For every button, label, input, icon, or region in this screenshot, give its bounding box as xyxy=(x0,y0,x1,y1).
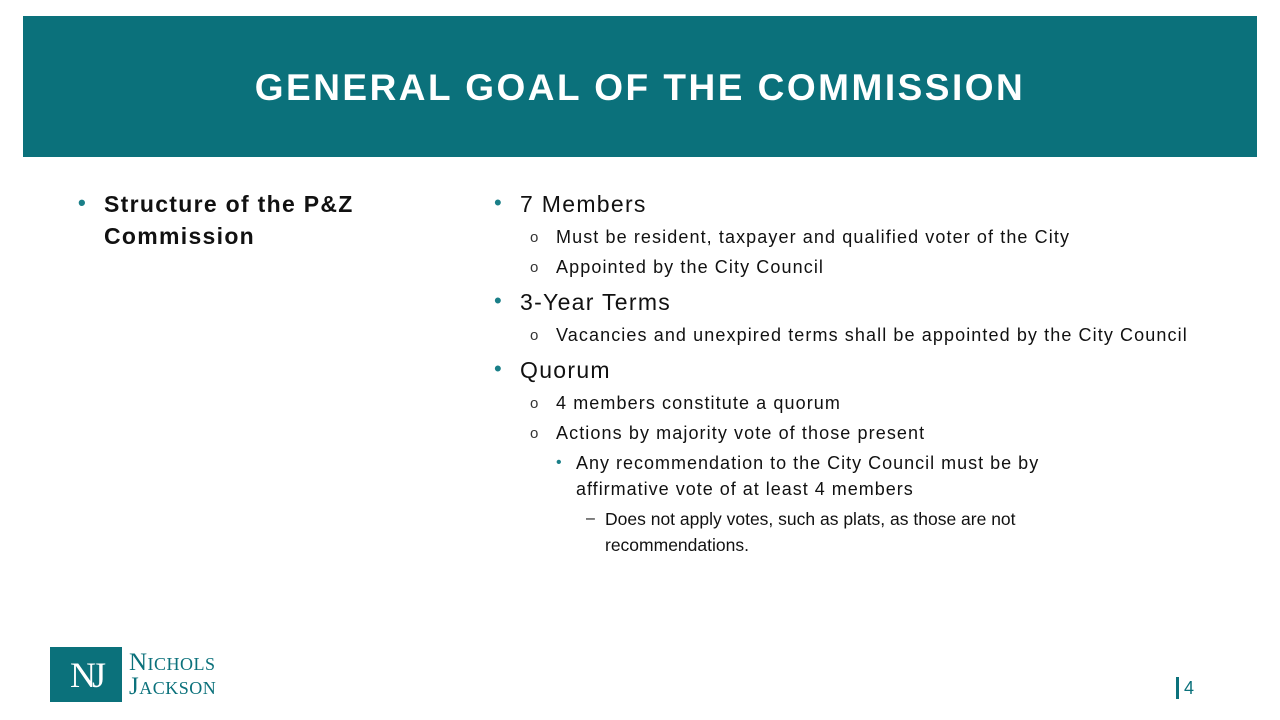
company-logo xyxy=(50,647,216,702)
logo-mark-icon: NJ xyxy=(50,647,122,702)
right-column xyxy=(494,188,1214,558)
sub-bullet xyxy=(530,420,1214,446)
sub-bullet xyxy=(530,390,1214,416)
sub-bullet-text: Actions by majority vote of those present xyxy=(556,423,926,443)
ring-bullet-icon: o xyxy=(530,229,540,246)
logo-line-1: Nichols xyxy=(129,648,216,676)
sub-bullet-text: Must be resident, taxpayer and qualified voter of the City xyxy=(556,227,1071,247)
dash-bullet-icon: – xyxy=(586,510,595,527)
slide-title: GENERAL GOAL OF THE COMMISSION xyxy=(254,66,1026,108)
bullet-dot-icon: • xyxy=(494,288,504,313)
left-bullet-text: Structure of the P&Z Commission xyxy=(104,191,354,249)
sub-bullet-text: 4 members constitute a quorum xyxy=(556,393,842,413)
left-bullet xyxy=(78,188,418,252)
title-bar xyxy=(23,16,1257,157)
bullet-quorum-label: Quorum xyxy=(520,357,611,383)
bullet-members-label: 7 Members xyxy=(520,191,647,217)
bullet-dot-icon: • xyxy=(78,190,88,215)
bullet-members xyxy=(494,188,1214,220)
sub-bullet xyxy=(530,254,1214,280)
page-number: 4 xyxy=(1176,677,1194,699)
ring-bullet-icon: o xyxy=(530,259,540,276)
sub-bullet-text: Vacancies and unexpired terms shall be appointed by the City Council xyxy=(556,325,1188,345)
bullet-terms-label: 3-Year Terms xyxy=(520,289,672,315)
sub-bullet xyxy=(530,322,1206,348)
left-column xyxy=(78,188,418,252)
ring-bullet-icon: o xyxy=(530,395,540,412)
bullet-dot-icon: • xyxy=(494,356,504,381)
logo-line-2: Jackson xyxy=(129,672,217,700)
bullet-terms xyxy=(494,286,1214,318)
third-level-text: Any recommendation to the City Council must be by affirmative vote of at least 4 members xyxy=(576,453,1040,499)
ring-bullet-icon: o xyxy=(530,327,540,344)
bullet-quorum xyxy=(494,354,1214,386)
fourth-level-bullet xyxy=(586,506,1125,558)
logo-wordmark xyxy=(129,648,217,700)
fourth-level-text: Does not apply votes, such as plats, as those are not recommendations. xyxy=(605,509,1016,555)
sub-bullet-text: Appointed by the City Council xyxy=(556,257,825,277)
ring-bullet-icon: o xyxy=(530,425,540,442)
sub-bullet xyxy=(530,224,1214,250)
third-level-bullet xyxy=(556,450,1136,502)
bullet-dot-icon: • xyxy=(494,190,504,215)
bullet-dot-icon: • xyxy=(556,454,563,471)
